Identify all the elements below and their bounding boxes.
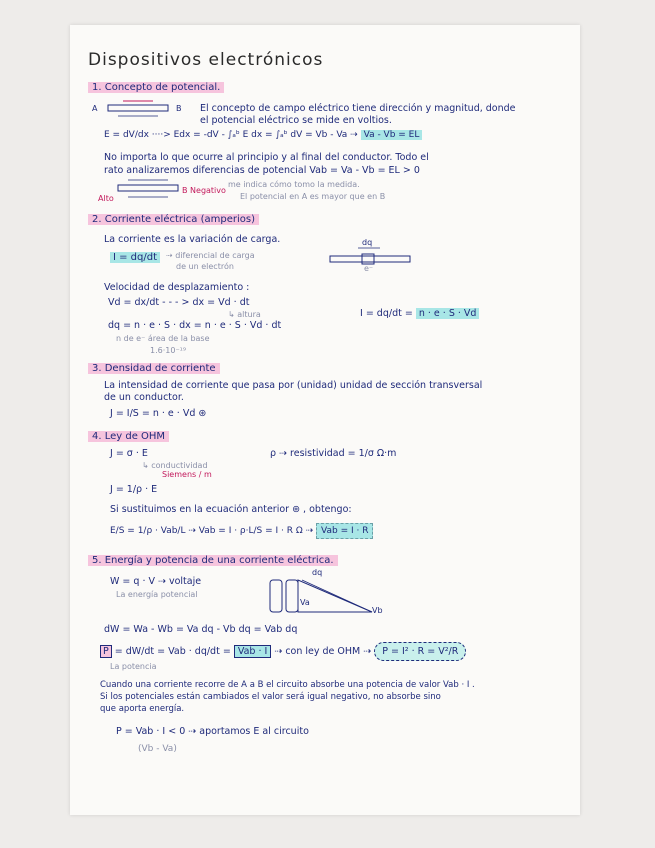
eq-vd: Vd = dx/dt - - - > dx = Vd · dt [108,297,250,308]
note-ne: n de e⁻ área de la base [116,334,210,343]
va-label: Va [300,598,310,607]
s3-line1: La intensidad de corriente que pasa por (unidad) unidad de sección transversal [104,380,483,391]
eq-dq: dq = n · e · S · dx = n · e · S · Vd · dt [108,320,282,331]
vab-i-box: Vab · I [234,645,271,658]
section-2-header: 2. Corriente eléctrica (amperios) [88,214,259,225]
vb-label: Vb [372,606,383,615]
highlight-ohm: Vab = I · R [316,523,373,539]
s2-note-i2: de un electrón [176,262,234,271]
section-5-header: 5. Energía y potencia de una corriente eléctrica. [88,555,338,566]
electron-label: e⁻ [364,264,374,273]
eq-j-sigma: J = σ · E [110,448,148,459]
highlight-va-vb: Va - Vb = EL [361,130,423,140]
note-energia: La energía potencial [116,590,198,599]
note-conductividad: ↳ conductividad [142,461,208,470]
eq-j: J = I/S = n · e · Vd ⊛ [110,408,207,419]
p-box: P [100,645,112,658]
s5-line1: Cuando una corriente recorre de A a B el circuito absorbe una potencia de valor Vab · I . [100,680,475,690]
s1-line4: rato analizaremos diferencias de potencial Vab = Va - Vb = EL > 0 [104,165,420,176]
section-3-header: 3. Densidad de corriente [88,363,220,374]
page-title: Dispositivos electrónicos [88,50,324,70]
highlight-nesvd: n · e · S · Vd [416,308,480,319]
eq-power: P = dW/dt = Vab · dq/dt = Vab · I ⇢ con ley de OHM ⇢ P = I² · R = V²/R [100,646,466,657]
s1-eq1: E = dV/dx ····> Edx = -dV - ∫ₐᵇ E dx = ∫ₐᵇ dV = Vb - Va ⇢ Va - Vb = EL [104,130,422,140]
s1-line1: El concepto de campo eléctrico tiene dirección y magnitud, donde [200,103,516,114]
conductor-diagram-3 [320,240,430,272]
eq-current-def: I = dq/dt [110,252,160,263]
eq-p-negative: P = Vab · I < 0 ⇢ aportamos E al circuito [116,726,309,737]
note-charge: 1.6·10⁻¹⁹ [150,346,187,355]
s1-line2: el potencial eléctrico se mide en voltios. [200,115,392,126]
s1-note1: me indica cómo tomo la medida. [228,180,360,189]
label-alto: Alto [98,194,114,203]
dq-label: dq [362,238,373,247]
s1-line3: No importa lo que ocurre al principio y al final del conductor. Todo el [104,152,429,163]
s2-line2: Velocidad de desplazamiento : [104,282,250,293]
eq-ohm: E/S = 1/ρ · Vab/L ⇢ Vab = I · ρ·L/S = I · R Ω ⇢ Vab = I · R [110,526,373,536]
label-b: B [176,104,182,113]
eq-i2: I = dq/dt = n · e · S · Vd [360,308,479,319]
resistividad: ρ ⇢ resistividad = 1/σ Ω·m [270,448,397,459]
label-negativo: B Negativo [182,186,226,195]
s5-line3: que aporta energía. [100,704,185,714]
power-formula-oval: P = I² · R = V²/R [374,642,466,661]
section-4-header: 4. Ley de OHM [88,431,169,442]
s1-note2: El potencial en A es mayor que en B [240,192,386,201]
dq-label-2: dq [312,568,323,577]
note-altura: ↳ altura [228,310,261,319]
label-a: A [92,104,98,113]
s2-line1: La corriente es la variación de carga. [104,234,281,245]
conductor-diagram-1 [98,98,188,122]
note-siemens: Siemens / m [162,470,212,479]
s2-note-i1: ⇢ diferencial de carga [166,251,255,260]
eq-j-rho: J = 1/ρ · E [110,484,158,495]
section-1-header: 1. Concepto de potencial. [88,82,224,93]
eq-w: W = q · V ⇢ voltaje [110,576,202,587]
note-potencia: La potencia [110,662,157,671]
eq-dw: dW = Wa - Wb = Va dq - Vb dq = Vab dq [104,624,298,635]
s3-line2: de un conductor. [104,392,184,403]
s5-line2: Si los potenciales están cambiados el valor será igual negativo, no absorbe sino [100,692,441,702]
s4-line1: Si sustituimos en la ecuación anterior ⊛ , obtengo: [110,504,352,515]
eq-vb-va: (Vb - Va) [138,744,177,754]
